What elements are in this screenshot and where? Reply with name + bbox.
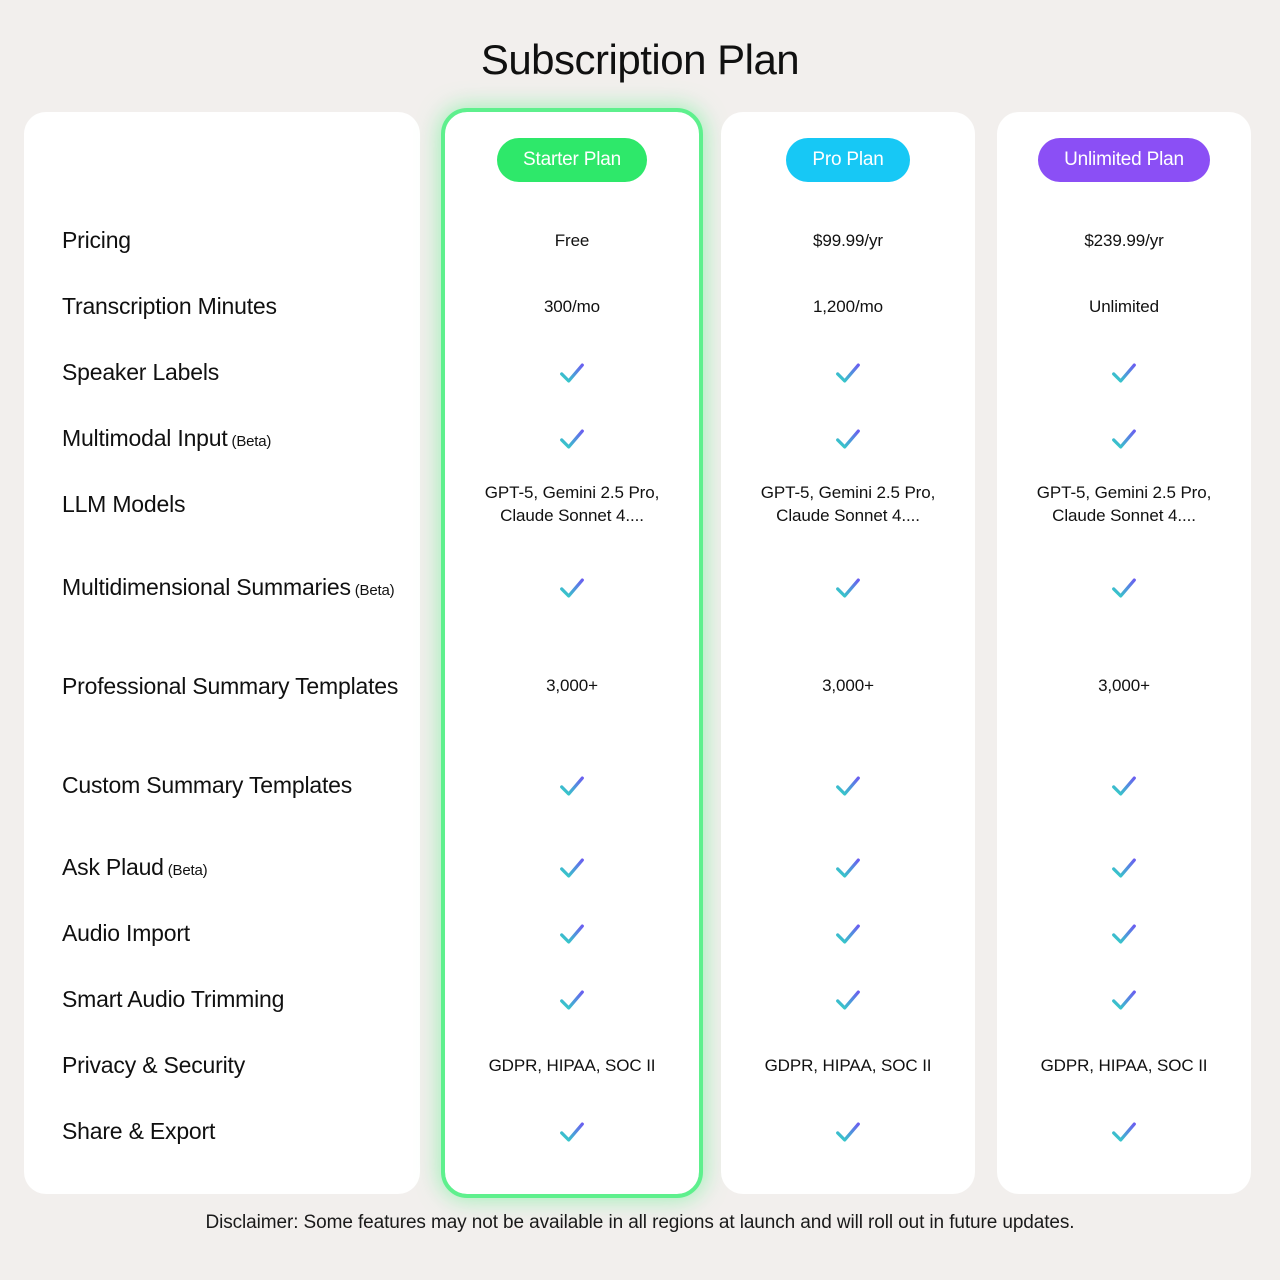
plan-value-cell bbox=[721, 967, 975, 1033]
plan-badge-wrap-pro bbox=[721, 112, 975, 208]
plan-column-starter[interactable] bbox=[445, 112, 699, 1194]
feature-row bbox=[24, 208, 420, 274]
plan-value-cell bbox=[997, 736, 1251, 835]
check-icon bbox=[557, 424, 587, 454]
feature-row bbox=[24, 835, 420, 901]
plan-value-cell bbox=[445, 835, 699, 901]
feature-label: Pricing bbox=[62, 227, 131, 254]
plan-value-cell bbox=[997, 637, 1251, 736]
feature-label: Ask Plaud (Beta) bbox=[62, 854, 208, 881]
feature-label: Speaker Labels bbox=[62, 359, 220, 386]
feature-label: Audio Import bbox=[62, 920, 190, 947]
check-icon bbox=[557, 771, 587, 801]
feature-label: Multidimensional Summaries (Beta) bbox=[62, 573, 395, 600]
feature-label: LLM Models bbox=[62, 491, 186, 518]
plan-value-cell bbox=[721, 835, 975, 901]
plan-value-cell bbox=[997, 406, 1251, 472]
feature-row bbox=[24, 340, 420, 406]
plan-value-text: GPT-5, Gemini 2.5 Pro, Claude Sonnet 4.... bbox=[484, 483, 660, 525]
check-icon bbox=[1109, 771, 1139, 801]
pricing-table bbox=[24, 112, 1256, 1194]
check-icon bbox=[557, 358, 587, 388]
plan-value-cell bbox=[721, 472, 975, 538]
feature-row bbox=[24, 406, 420, 472]
plan-value-cell bbox=[445, 1033, 699, 1099]
plan-value-cell bbox=[445, 274, 699, 340]
feature-label: Smart Audio Trimming bbox=[62, 986, 285, 1013]
plan-badge-wrap-starter bbox=[445, 112, 699, 208]
plan-value-text: Unlimited bbox=[1089, 296, 1159, 316]
plan-value-cell bbox=[997, 340, 1251, 406]
plan-badge-starter[interactable]: Starter Plan bbox=[497, 138, 647, 182]
feature-label: Share & Export bbox=[62, 1118, 216, 1145]
plan-badge-unlimited[interactable]: Unlimited Plan bbox=[1038, 138, 1210, 182]
plan-value-text: GPT-5, Gemini 2.5 Pro, Claude Sonnet 4.... bbox=[760, 483, 936, 525]
page-title: Subscription Plan bbox=[480, 36, 800, 83]
feature-row bbox=[24, 472, 420, 538]
plan-value-cell bbox=[997, 538, 1251, 637]
plan-value-cell bbox=[997, 1099, 1251, 1165]
plan-value-cell bbox=[721, 274, 975, 340]
feature-row bbox=[24, 967, 420, 1033]
feature-label: Professional Summary Templates bbox=[62, 672, 399, 699]
plan-value-cell bbox=[445, 1099, 699, 1165]
disclaimer-text: Disclaimer: Some features may not be available in all regions at launch and will roll out in future updates. bbox=[205, 1212, 1075, 1233]
plan-value-cell bbox=[721, 736, 975, 835]
feature-row bbox=[24, 538, 420, 637]
check-icon bbox=[1109, 853, 1139, 883]
plan-value-cell bbox=[721, 340, 975, 406]
plan-value-text: $99.99/yr bbox=[813, 230, 883, 250]
check-icon bbox=[1109, 985, 1139, 1015]
plan-value-cell bbox=[721, 406, 975, 472]
plan-column-pro[interactable] bbox=[721, 112, 975, 1194]
plan-value-cell bbox=[445, 637, 699, 736]
plan-value-cell bbox=[997, 967, 1251, 1033]
plan-value-text: 3,000+ bbox=[822, 676, 874, 696]
plan-value-text: 3,000+ bbox=[546, 676, 598, 696]
plan-value-cell bbox=[997, 835, 1251, 901]
check-icon bbox=[1109, 358, 1139, 388]
plan-value-cell bbox=[721, 538, 975, 637]
plan-value-cell bbox=[997, 274, 1251, 340]
feature-label: Multimodal Input (Beta) bbox=[62, 425, 272, 452]
check-icon bbox=[833, 358, 863, 388]
feature-column bbox=[24, 112, 420, 1194]
beta-tag: (Beta) bbox=[227, 433, 272, 451]
feature-row bbox=[24, 736, 420, 835]
check-icon bbox=[833, 919, 863, 949]
check-icon bbox=[1109, 1117, 1139, 1147]
plan-value-cell bbox=[445, 472, 699, 538]
plan-badge-pro[interactable]: Pro Plan bbox=[786, 138, 909, 182]
check-icon bbox=[557, 919, 587, 949]
feature-label: Custom Summary Templates bbox=[62, 771, 353, 798]
feature-row bbox=[24, 274, 420, 340]
check-icon bbox=[833, 985, 863, 1015]
plan-value-text: 300/mo bbox=[543, 296, 601, 316]
check-icon bbox=[557, 1117, 587, 1147]
plan-value-cell bbox=[721, 1033, 975, 1099]
check-icon bbox=[833, 771, 863, 801]
plan-value-text: GDPR, HIPAA, SOC II bbox=[488, 1055, 656, 1075]
plan-value-text: GDPR, HIPAA, SOC II bbox=[764, 1055, 932, 1075]
plan-value-cell bbox=[445, 538, 699, 637]
plan-value-cell bbox=[445, 901, 699, 967]
check-icon bbox=[833, 424, 863, 454]
plan-value-cell bbox=[445, 406, 699, 472]
plan-value-cell bbox=[997, 208, 1251, 274]
plan-value-list-pro bbox=[721, 208, 975, 1165]
plan-value-list-starter bbox=[445, 208, 699, 1165]
feature-row bbox=[24, 1099, 420, 1165]
plan-value-cell bbox=[721, 208, 975, 274]
check-icon bbox=[557, 853, 587, 883]
plan-value-cell bbox=[721, 637, 975, 736]
plan-value-cell bbox=[445, 967, 699, 1033]
plan-value-cell bbox=[997, 901, 1251, 967]
beta-tag: (Beta) bbox=[163, 862, 208, 880]
check-icon bbox=[833, 573, 863, 603]
feature-label: Transcription Minutes bbox=[62, 293, 277, 320]
feature-row bbox=[24, 1033, 420, 1099]
plan-value-text: 3,000+ bbox=[1098, 676, 1150, 696]
plan-value-cell bbox=[997, 472, 1251, 538]
plan-value-cell bbox=[445, 208, 699, 274]
feature-row bbox=[24, 637, 420, 736]
feature-label: Privacy & Security bbox=[62, 1052, 246, 1079]
check-icon bbox=[1109, 919, 1139, 949]
plan-badge-wrap-unlimited bbox=[997, 112, 1251, 208]
plan-column-unlimited[interactable] bbox=[997, 112, 1251, 1194]
check-icon bbox=[833, 1117, 863, 1147]
plan-value-text: Free bbox=[554, 230, 590, 250]
plan-value-cell bbox=[445, 736, 699, 835]
beta-tag: (Beta) bbox=[350, 581, 395, 599]
feature-row bbox=[24, 901, 420, 967]
plan-value-cell bbox=[721, 1099, 975, 1165]
plan-value-text: GDPR, HIPAA, SOC II bbox=[1040, 1055, 1208, 1075]
plan-value-text: GPT-5, Gemini 2.5 Pro, Claude Sonnet 4.... bbox=[1036, 483, 1212, 525]
plan-value-cell bbox=[997, 1033, 1251, 1099]
check-icon bbox=[557, 985, 587, 1015]
feature-label-list bbox=[24, 208, 420, 1165]
plan-value-cell bbox=[721, 901, 975, 967]
plan-value-text: $239.99/yr bbox=[1084, 230, 1164, 250]
check-icon bbox=[557, 573, 587, 603]
check-icon bbox=[1109, 573, 1139, 603]
plan-value-list-unlimited bbox=[997, 208, 1251, 1165]
check-icon bbox=[833, 853, 863, 883]
plan-value-text: 1,200/mo bbox=[812, 296, 884, 316]
feature-column-header-spacer bbox=[24, 112, 420, 208]
check-icon bbox=[1109, 424, 1139, 454]
plan-value-cell bbox=[445, 340, 699, 406]
